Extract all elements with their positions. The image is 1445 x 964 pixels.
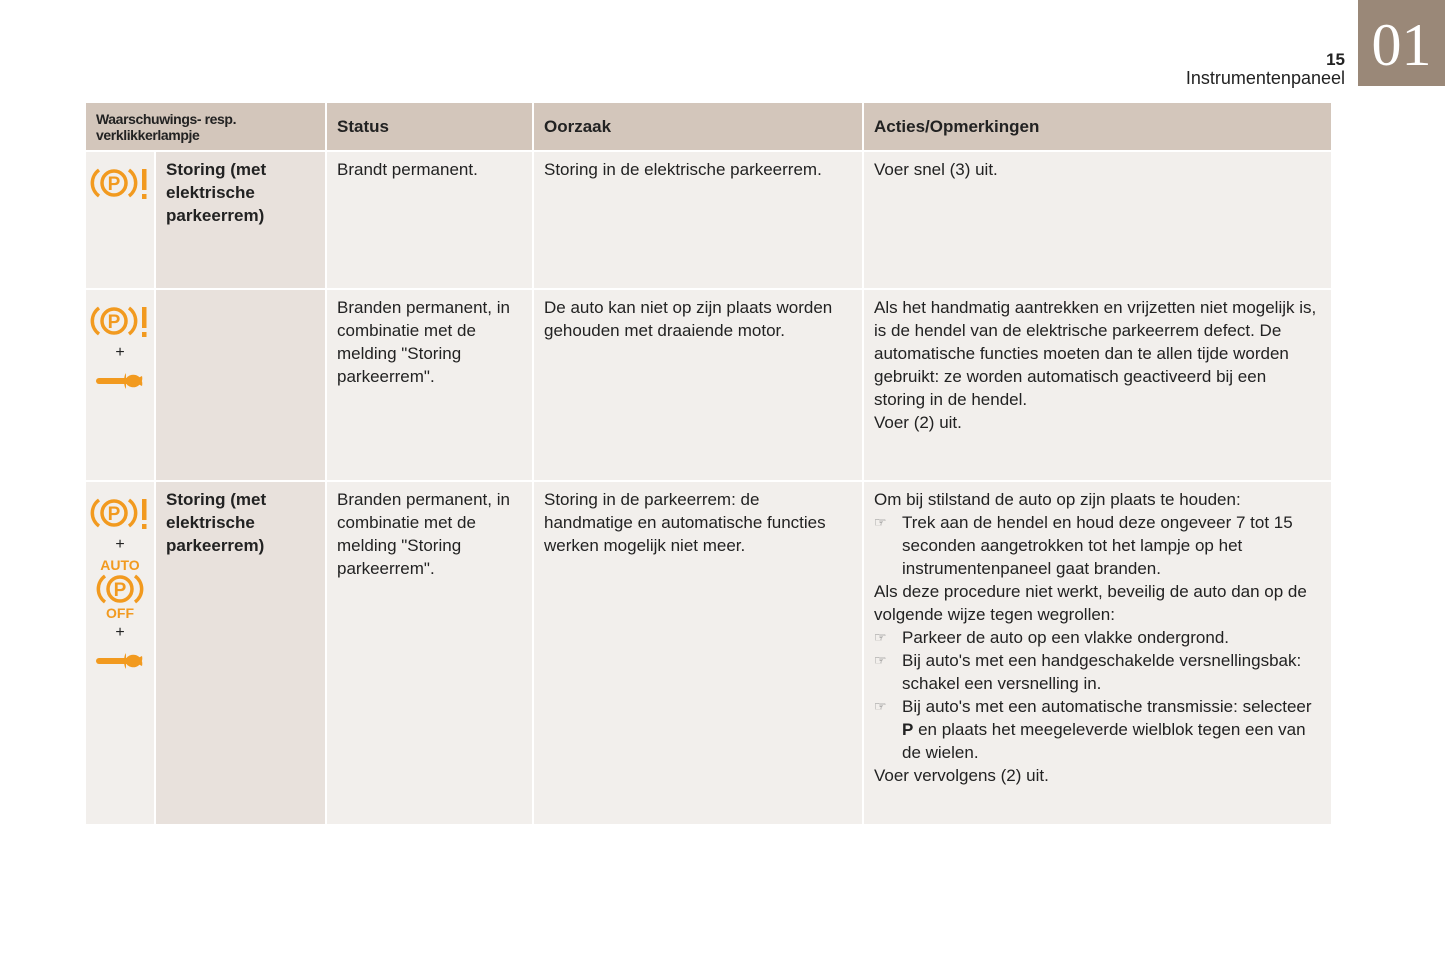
actions-text: Als het handmatig aantrekken en vrijzetten niet mogelijk is, is de hendel van de elektrische parkeerrem defect. De automatische functies moeten dan te allen tijde worden gebruikt: ze worden automatisch geactiveerd bij een storing in de hendel. xyxy=(874,298,1317,409)
wrench-icon xyxy=(96,372,144,392)
bullet-text: Trek aan de hendel en houd deze ongeveer 7 tot 15 seconden aangetrokken tot het lampje op het instrumentenpaneel gaat branden. xyxy=(902,513,1293,578)
bullet-item xyxy=(874,511,1321,580)
col-header-status: Status xyxy=(327,103,532,150)
row-cause: De auto kan niet op zijn plaats worden gehouden met draaiende motor. xyxy=(534,290,862,480)
plus-sign: + xyxy=(115,624,125,641)
actions-text: Om bij stilstand de auto op zijn plaats te houden: xyxy=(874,490,1241,509)
pointing-hand-icon: ☞ xyxy=(874,514,887,530)
pointing-hand-icon: ☞ xyxy=(874,698,887,714)
plus-sign: + xyxy=(115,536,125,553)
col-header-cause: Oorzaak xyxy=(534,103,862,150)
row-cause: Storing in de parkeerrem: de handmatige en automatische functies werken mogelijk niet meer. xyxy=(534,482,862,824)
row-name: Storing (met elektrische parkeerrem) xyxy=(156,482,325,824)
col-header-actions: Acties/Opmerkingen xyxy=(864,103,1331,150)
icon-cell xyxy=(86,290,154,480)
row-cause: Storing in de elektrische parkeerrem. xyxy=(534,152,862,288)
off-label: OFF xyxy=(106,605,134,621)
auto-park-brake-icon xyxy=(95,572,145,606)
col-header-lamp: Waarschuwings- resp. verklikkerlampje xyxy=(86,103,325,150)
actions-text: Als deze procedure niet werkt, beveilig de auto dan op de volgende wijze tegen wegrollen: xyxy=(874,582,1307,624)
auto-label: AUTO xyxy=(100,557,140,573)
actions-text: Voer (2) uit. xyxy=(874,413,962,432)
icon-cell xyxy=(86,482,154,824)
parking-brake-warning-icon xyxy=(86,152,154,288)
row-actions xyxy=(864,290,1331,480)
chapter-tab: 01 xyxy=(1358,0,1445,86)
svg-text:P: P xyxy=(113,580,127,601)
row-status: Brandt permanent. xyxy=(327,152,532,288)
pointing-hand-icon: ☞ xyxy=(874,629,887,645)
bullet-text: en plaats het meegeleverde wielblok tegen een van de wielen. xyxy=(902,720,1306,762)
wrench-icon xyxy=(96,652,144,672)
actions-text: Voer vervolgens (2) uit. xyxy=(874,766,1049,785)
parking-brake-warning-icon xyxy=(90,496,150,532)
row-name: Storing (met elektrische parkeerrem) xyxy=(156,152,325,288)
bullet-item xyxy=(874,649,1321,695)
row-status: Branden permanent, in combinatie met de melding "Storing parkeerrem". xyxy=(327,482,532,824)
gear-p-text: P xyxy=(902,720,914,739)
section-title: Instrumentenpaneel xyxy=(1185,68,1345,88)
parking-brake-warning-icon xyxy=(90,304,150,340)
row-status: Branden permanent, in combinatie met de melding "Storing parkeerrem". xyxy=(327,290,532,480)
warning-table xyxy=(86,103,1331,824)
bullet-item xyxy=(874,695,1321,764)
bullet-item xyxy=(874,626,1321,649)
row-actions: Voer snel (3) uit. xyxy=(864,152,1331,288)
pointing-hand-icon: ☞ xyxy=(874,652,887,668)
bullet-text: Bij auto's met een automatische transmissie: selecteer xyxy=(902,697,1312,716)
row-actions xyxy=(864,482,1331,824)
bullet-text: Parkeer de auto op een vlakke ondergrond. xyxy=(902,628,1230,647)
row-name xyxy=(156,290,325,480)
bullet-text: Bij auto's met een handgeschakelde versnellingsbak: schakel een versnelling in. xyxy=(902,651,1302,693)
plus-sign: + xyxy=(115,344,125,361)
page-number: 15 xyxy=(1326,50,1345,69)
